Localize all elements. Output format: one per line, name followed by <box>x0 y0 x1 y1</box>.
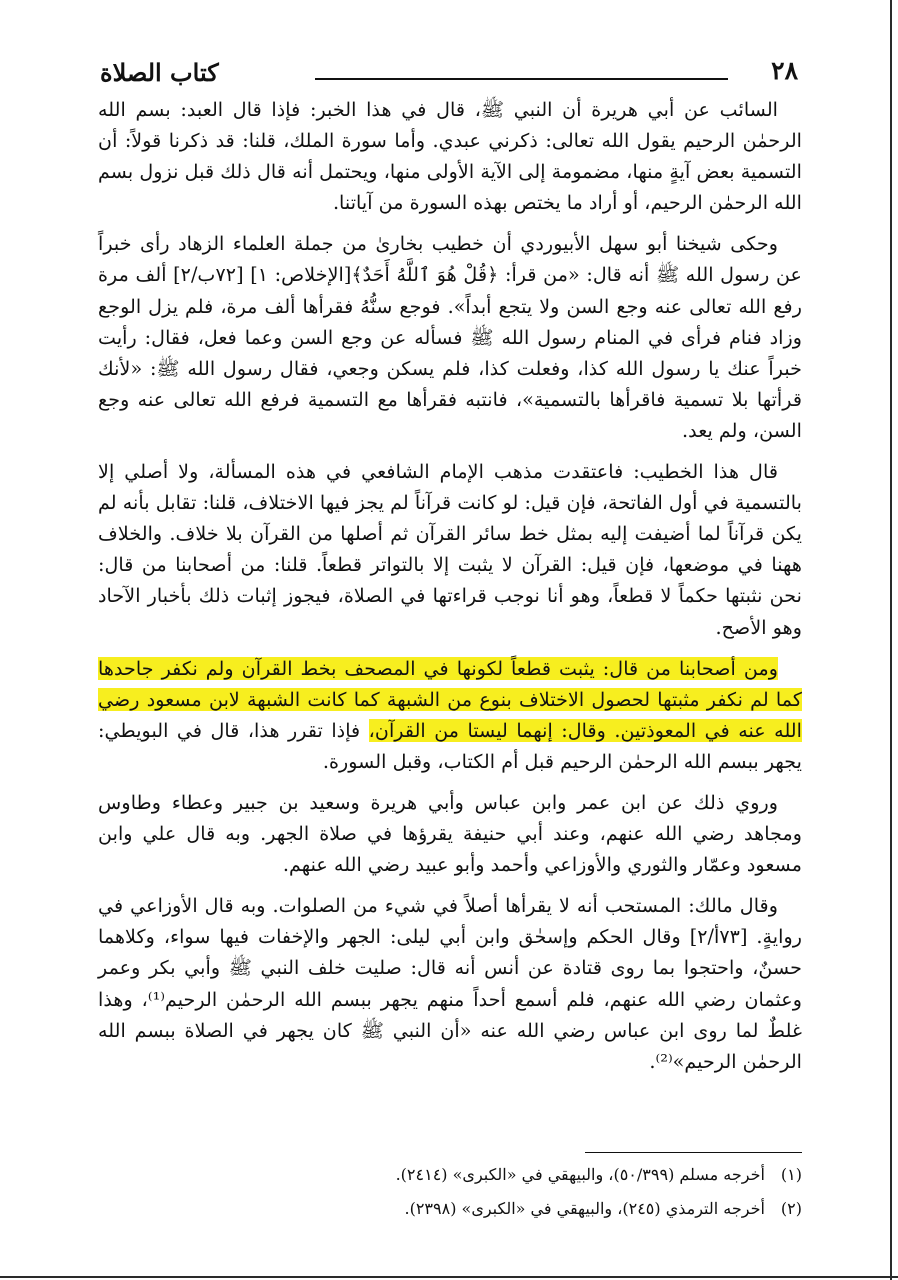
paragraph <box>98 456 802 643</box>
header-rule <box>315 78 728 80</box>
footnotes <box>98 1158 802 1226</box>
paragraph <box>98 653 802 777</box>
paragraph-text: وروي ذلك عن ابن عمر وابن عباس وأبي هريرة وسعيد بن جبير وعطاء وطاوس ومجاهد رضي الله عنهم، وعند أبي حنيفة يقرؤها في صلاة الجهر. وبه قال علي وابن مسعود وعمّار والثوري والأوزاعي وأحمد وأبو عبيد رضي الله عنهم. <box>98 790 802 877</box>
paragraph <box>98 94 802 218</box>
footnote-separator <box>585 1152 802 1153</box>
paragraph-text: فإذا تقرر هذا، قال في البويطي: يجهر ببسم الله الرحمٰن الرحيم قبل أم الكتاب، وقبل السورة. <box>98 718 802 773</box>
page-edge-right <box>890 0 892 1280</box>
footnote-number: (٢) <box>780 1199 802 1218</box>
paragraph <box>98 228 802 446</box>
paragraph-text: وقال مالك: المستحب أنه لا يقرأها أصلاً في شيء من الصلوات. وبه قال الأوزاعي في روايةٍ. [٧٣أ/٢] وقال الحكم وإسحٰق وابن أبي ليلى: الجهر والإخفات فيها سواء، وكلاهما حسنٌ، واحتجوا بما روى قتادة عن أنس أنه قال: صليت خلف النبي ﷺ وأبي بكر وعمر وعثمان رضي الله عنهم، فلم أسمع أحداً منهم يجهر ببسم الله الرحمٰن الرحيم⁽¹⁾، وهذا غلطٌ لما روى ابن عباس رضي الله عنه «أن النبي ﷺ كان يجهر في الصلاة ببسم الله الرحمٰن الرحيم»⁽²⁾. <box>98 894 802 1073</box>
page-edge-bottom <box>0 1276 898 1278</box>
highlighted-text: ومن أصحابنا من قال: يثبت قطعاً لكونها في المصحف بخط القرآن ولم نكفر جاحدها كما لم نكفر مثبتها لحصول الاختلاف بنوع من الشبهة كما كانت الشبهة لابن مسعود رضي الله عنه في المعوذتين. وقال: إنهما ليستا من القرآن، <box>98 656 802 742</box>
paragraph-text: وحكى شيخنا أبو سهل الأبيوردي أن خطيب بخارىٰ من جملة العلماء الزهاد رأى خبراً عن رسول الله ﷺ أنه قال: «من قرأ: ﴿قُلْ هُوَ ٱللَّهُ أَحَدٌ﴾[الإخلاص: ١] [٧٢ب/٢] ألف مرة رفع الله تعالى عنه وجع السن ولا يتجع أبداً». فوجع سنُّهُ فقرأها ألف مرة، فلم يزل الوجع وزاد فنام فرأى في المنام رسول الله ﷺ فسأله عن وجع السن وعما فعل، فقال: رأيت خبراً عنك يا رسول الله كذا، وفعلت كذا، فلم يسكن وجعي، فقال رسول الله ﷺ: «لأنك قرأتها بلا تسمية فاقرأها بالتسمية»، فانتبه فقرأها مع التسمية فرفع الله تعالى عنه وجع السن، ولم يعد. <box>98 232 803 442</box>
paragraph-text: قال هذا الخطيب: فاعتقدت مذهب الإمام الشافعي في هذه المسألة، ولا أصلي إلا بالتسمية في أول الفاتحة، فإن قيل: لو كانت قرآناً لم يجز فيها الاختلاف، قلنا: تقابل بأنه لم يكن قرآناً لما أضيفت إليه بمثل خط سائر القرآن ثم أصلها من القرآن بلا خلاف. والخلاف ههنا في موضعها، فإن قيل: القرآن لا يثبت إلا بالتواتر قطعاً. قلنا: من أصحابنا من قال: نحن نثبتها حكماً لا قطعاً، وهو أنا نوجب قراءتها في الصلاة، فيجوز إثبات ذلك بأخبار الآحاد وهو الأصح. <box>98 460 802 639</box>
page-header <box>100 56 798 92</box>
footnote-text: أخرجه الترمذي (٢٤٥)، والبيهقي في «الكبرى» (٢٣٩٨). <box>404 1199 765 1218</box>
footnote <box>98 1192 802 1226</box>
paragraph <box>98 787 802 880</box>
paragraph <box>98 890 802 1077</box>
page-number: ٢٨ <box>771 56 798 85</box>
body-text <box>98 94 802 1087</box>
footnote <box>98 1158 802 1192</box>
footnote-number: (١) <box>780 1165 802 1184</box>
chapter-title: كتاب الصلاة <box>100 58 219 87</box>
footnote-text: أخرجه مسلم (٥٠/٣٩٩)، والبيهقي في «الكبرى» (٢٤١٤). <box>395 1165 765 1184</box>
paragraph-text: السائب عن أبي هريرة أن النبي ﷺ، قال في هذا الخبر: فإذا قال العبد: بسم الله الرحمٰن الرحيم يقول الله تعالى: ذكرني عبدي. وأما سورة الملك، قلنا: قد ذكرنا قولاً: أن التسمية بعض آيةٍ منها، مضمومة إلى الآية الأولى منها، ويحتمل أنه قال ذلك قبل نزول بسم الله الرحمٰن الرحيم، أو أراد ما يختص بهذه السورة من آياتنا. <box>98 98 802 215</box>
